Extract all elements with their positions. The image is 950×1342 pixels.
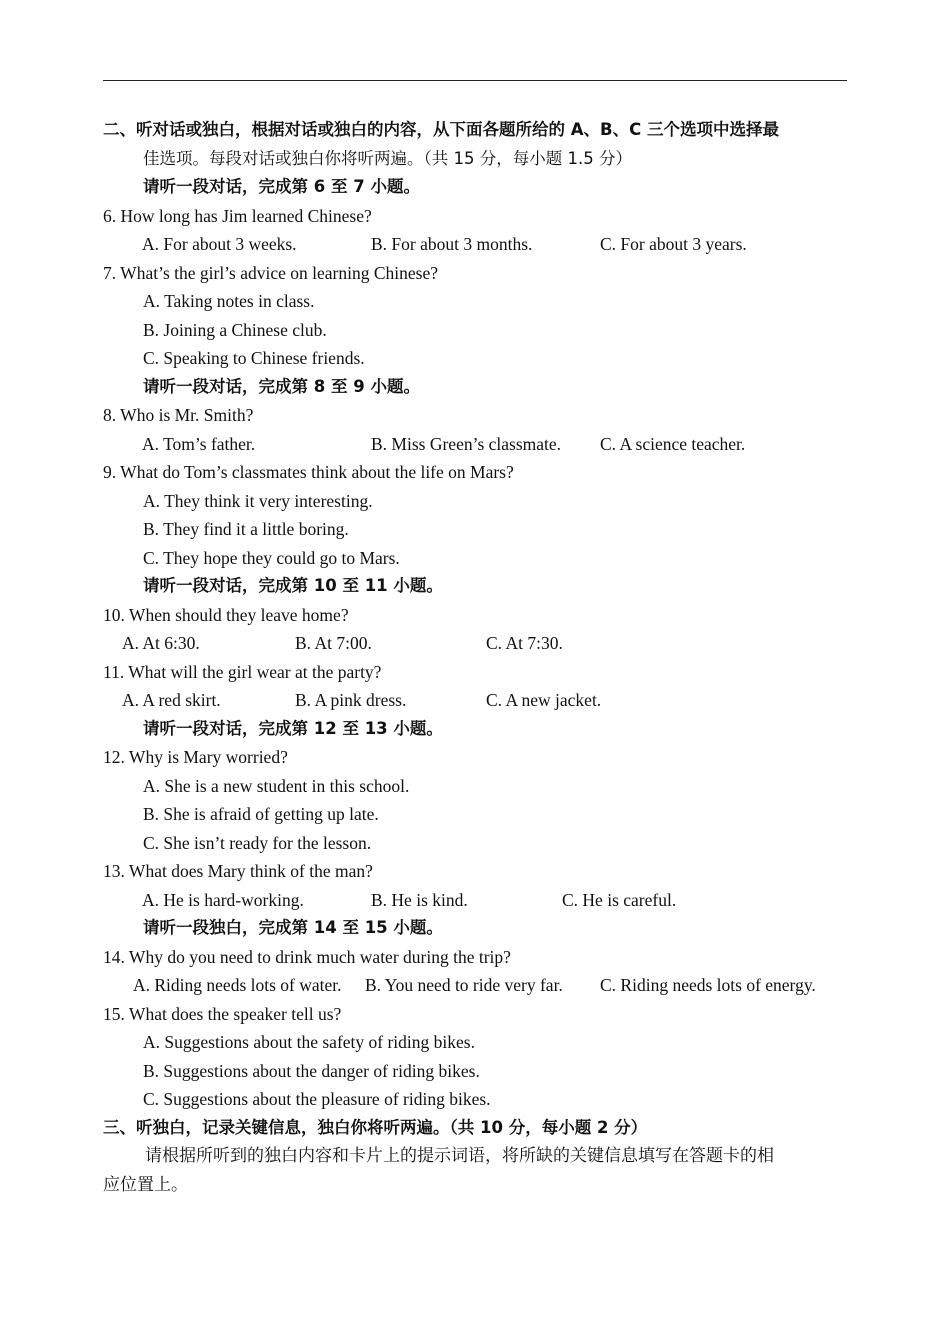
section2-heading-line2: 佳选项。每段对话或独白你将听两遍。（共 15 分，每小题 1.5 分） — [143, 148, 632, 168]
question-8: 8. Who is Mr. Smith? — [103, 405, 254, 425]
option-13b[interactable]: B. He is kind. — [371, 889, 468, 910]
option-7c[interactable]: C. Speaking to Chinese friends. — [143, 348, 365, 368]
question-13-options — [103, 886, 851, 915]
option-9a[interactable]: A. They think it very interesting. — [143, 490, 373, 511]
option-9c[interactable]: C. They hope they could go to Mars. — [143, 547, 400, 568]
exam-page — [103, 116, 851, 1199]
option-6b[interactable]: B. For about 3 months. — [371, 234, 533, 254]
instruction-10-11: 请听一段对话，完成第 10 至 11 小题。 — [143, 576, 443, 595]
question-10: 10. When should they leave home? — [103, 604, 349, 625]
header-rule — [103, 80, 847, 81]
option-11a[interactable]: A. A red skirt. — [122, 690, 221, 710]
instruction-6-7: 请听一段对话，完成第 6 至 7 小题。 — [143, 177, 420, 196]
question-8-options — [103, 430, 851, 459]
option-7a[interactable]: A. Taking notes in class. — [143, 291, 315, 311]
option-14b[interactable]: B. You need to ride very far. — [365, 975, 563, 995]
option-14a[interactable]: A. Riding needs lots of water. — [133, 975, 342, 995]
section3-instruction-line1: 请根据所听到的独白内容和卡片上的提示词语，将所缺的关键信息填写在答题卡的相 — [145, 1146, 774, 1166]
question-14: 14. Why do you need to drink much water during the trip? — [103, 946, 511, 967]
question-13: 13. What does Mary think of the man? — [103, 861, 373, 881]
option-10a[interactable]: A. At 6:30. — [122, 633, 200, 653]
question-6: 6. How long has Jim learned Chinese? — [103, 205, 372, 226]
option-6a[interactable]: A. For about 3 weeks. — [142, 234, 297, 254]
option-12b[interactable]: B. She is afraid of getting up late. — [143, 804, 379, 824]
option-12a[interactable]: A. She is a new student in this school. — [143, 775, 410, 796]
option-8b[interactable]: B. Miss Green’s classmate. — [371, 433, 562, 454]
option-7b[interactable]: B. Joining a Chinese club. — [143, 319, 327, 340]
section3-instruction-line2: 应位置上。 — [103, 1174, 188, 1195]
option-15a[interactable]: A. Suggestions about the safety of riding bikes. — [143, 1032, 475, 1052]
question-6-options — [103, 230, 851, 259]
question-11: 11. What will the girl wear at the party? — [103, 661, 382, 682]
question-15: 15. What does the speaker tell us? — [103, 1003, 342, 1024]
option-13a[interactable]: A. He is hard-working. — [142, 889, 304, 910]
option-10b[interactable]: B. At 7:00. — [295, 633, 372, 653]
section3-heading: 三、听独白，记录关键信息，独白你将听两遍。（共 10 分，每小题 2 分） — [103, 1117, 648, 1137]
option-15c[interactable]: C. Suggestions about the pleasure of riding bikes. — [143, 1089, 491, 1109]
instruction-12-13: 请听一段对话，完成第 12 至 13 小题。 — [143, 718, 443, 738]
question-10-options — [103, 629, 851, 658]
question-9: 9. What do Tom’s classmates think about the life on Mars? — [103, 462, 514, 482]
option-8c[interactable]: C. A science teacher. — [600, 433, 746, 454]
option-13c[interactable]: C. He is careful. — [562, 889, 677, 910]
option-12c[interactable]: C. She isn’t ready for the lesson. — [143, 832, 372, 853]
question-7: 7. What’s the girl’s advice on learning Chinese? — [103, 262, 439, 283]
instruction-14-15: 请听一段独白，完成第 14 至 15 小题。 — [143, 918, 443, 937]
option-11c[interactable]: C. A new jacket. — [486, 690, 602, 710]
option-6c[interactable]: C. For about 3 years. — [600, 234, 747, 254]
question-14-options — [103, 971, 851, 1000]
section2-heading-line1: 二、听对话或独白，根据对话或独白的内容，从下面各题所给的 A、B、C 三个选项中选择最 — [103, 120, 779, 139]
option-8a[interactable]: A. Tom’s father. — [142, 433, 256, 454]
question-11-options — [103, 686, 851, 715]
option-11b[interactable]: B. A pink dress. — [295, 690, 407, 710]
option-15b[interactable]: B. Suggestions about the danger of riding bikes. — [143, 1060, 480, 1081]
option-9b[interactable]: B. They find it a little boring. — [143, 519, 349, 539]
option-14c[interactable]: C. Riding needs lots of energy. — [600, 975, 816, 995]
question-12: 12. Why is Mary worried? — [103, 747, 288, 767]
instruction-8-9: 请听一段对话，完成第 8 至 9 小题。 — [143, 376, 420, 396]
option-10c[interactable]: C. At 7:30. — [486, 633, 563, 653]
